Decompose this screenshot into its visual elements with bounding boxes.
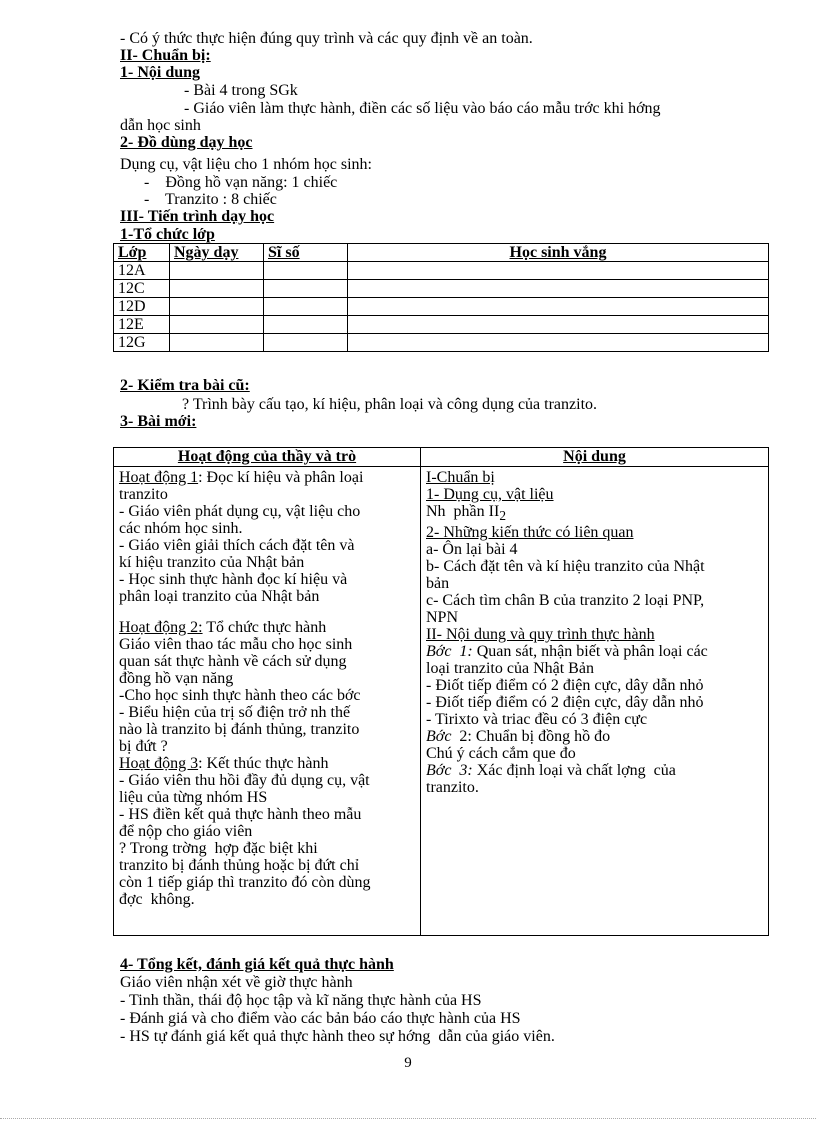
step-3-label: Bớc 3: — [426, 762, 473, 780]
activity-1-title: Hoạt động 1 — [119, 469, 199, 486]
section-3-heading: III- Tiến trình dạy học — [120, 208, 275, 225]
activities-table — [113, 447, 769, 936]
tools-intro: Dụng cụ, vật liệu cho 1 nhóm học sinh: — [120, 156, 372, 173]
content-text: tranzito. — [426, 779, 479, 797]
activity-text: các nhóm học sinh. — [119, 520, 243, 537]
activity-1-line — [119, 469, 415, 486]
content-heading-procedure: II- Nội dung và quy trình thực hành — [426, 626, 655, 644]
activity-text: - Giáo viên giải thích cách đặt tên và — [119, 537, 355, 554]
summary-line: - HS tự đánh giá kết quả thực hành theo sự hớng dẫn của giáo viên. — [120, 1028, 555, 1045]
activity-text: bị đứt ? — [119, 738, 168, 755]
activity-2-rest: Tổ chức thực hành — [202, 619, 327, 636]
activity-3-rest: : Kết thúc thực hành — [198, 755, 329, 772]
content-ref-line — [426, 503, 763, 524]
org-heading: 1-Tổ chức lớp — [120, 226, 215, 243]
col-activities: Hoạt động của thầy và trò — [114, 448, 421, 467]
summary-line: Giáo viên nhận xét về giờ thực hành — [120, 974, 353, 991]
content-text: Chú ý cách cắm que đo — [426, 745, 576, 763]
content-text: loại tranzito của Nhật Bản — [426, 660, 594, 678]
step-2-text: 2: Chuẩn bị đồng hồ đo — [451, 728, 611, 746]
tools-item-1: - Đồng hồ vạn năng: 1 chiếc — [144, 174, 338, 191]
content-text: - Điốt tiếp điểm có 2 điện cực, dây dẫn nhỏ — [426, 677, 704, 695]
check-heading: 2- Kiểm tra bài cũ: — [120, 377, 250, 394]
activity-3-title: Hoạt động 3 — [119, 755, 199, 772]
header-class: Lớp — [114, 244, 170, 262]
activity-text: quan sát thực hành về cách sử dụng — [119, 653, 347, 670]
activity-text: nào là tranzito bị đánh thủng, tranzito — [119, 721, 360, 738]
content-text: - Điốt tiếp điểm có 2 điện cực, dây dẫn nhỏ — [426, 694, 704, 712]
step-1-line — [426, 643, 763, 660]
activity-1-rest: : Đọc kí hiệu và phân loại — [198, 469, 364, 486]
content-text: bản — [426, 575, 450, 593]
activity-text: liệu của từng nhóm HS — [119, 789, 268, 806]
header-count: Sĩ số — [264, 244, 348, 262]
activity-2-title: Hoạt động 2: — [119, 619, 203, 636]
header-absent: Học sinh vắng — [348, 244, 769, 262]
activities-header-row — [114, 448, 769, 467]
class-cell: 12C — [114, 280, 170, 298]
content-text: a- Ôn lại bài 4 — [426, 541, 518, 559]
content-heading-prep: I-Chuẩn bị — [426, 469, 495, 486]
step-3-line — [426, 762, 763, 779]
step-2-line — [426, 728, 763, 745]
tools-heading: 2- Đồ dùng dạy học — [120, 134, 253, 151]
table-row — [114, 334, 769, 352]
content-item-2: - Giáo viên làm thực hành, điền các số liệu vào báo cáo mẫu trớc khi hớng — [184, 100, 661, 117]
activity-text: đồng hồ vạn năng — [119, 670, 234, 687]
activity-text: - Giáo viên phát dụng cụ, vật liệu cho — [119, 503, 361, 520]
activity-text: để nộp cho giáo viên — [119, 823, 253, 840]
table-row — [114, 262, 769, 280]
activity-text: đợc không. — [119, 891, 195, 908]
content-heading-tools: 1- Dụng cụ, vật liệu — [426, 486, 554, 503]
content-text: b- Cách đặt tên và kí hiệu tranzito của Nhật — [426, 558, 705, 576]
content-text: NPN — [426, 609, 459, 627]
activity-text: tranzito — [119, 486, 168, 503]
table-row — [114, 280, 769, 298]
content-cell — [421, 467, 769, 936]
activity-text: Giáo viên thao tác mẫu cho học sinh — [119, 636, 353, 653]
table-row — [114, 316, 769, 334]
summary-line: - Tinh thần, thái độ học tập và kĩ năng thực hành của HS — [120, 992, 482, 1009]
activity-text: - Giáo viên thu hồi đầy đủ dụng cụ, vật — [119, 772, 370, 789]
activity-text: tranzito bị đánh thủng hoặc bị đứt chỉ — [119, 857, 360, 874]
activity-text: kí hiệu tranzito của Nhật bản — [119, 554, 305, 571]
step-3-text: Xác định loại và chất lợng của — [472, 762, 676, 780]
intro-line: - Có ý thức thực hiện đúng quy trình và các quy định về an toàn. — [120, 30, 533, 47]
activity-text: - Biểu hiện của trị số điện trở nh thế — [119, 704, 351, 721]
step-2-label: Bớc — [426, 728, 452, 746]
activity-text: - HS điền kết quả thực hành theo mẫu — [119, 806, 362, 823]
header-date: Ngày dạy — [170, 244, 264, 262]
activity-2-line — [119, 619, 415, 636]
summary-line: - Đánh giá và cho điểm vào các bản báo cáo thực hành của HS — [120, 1010, 521, 1027]
table-row — [114, 298, 769, 316]
step-1-text: Quan sát, nhận biết và phân loại các — [472, 643, 708, 661]
content-item-1: - Bài 4 trong SGk — [184, 82, 298, 99]
content-text: c- Cách tìm chân B của tranzito 2 loại PNP, — [426, 592, 705, 610]
content-text: - Tirixto và triac đều có 3 điện cực — [426, 711, 648, 729]
class-cell: 12G — [114, 334, 170, 352]
content-item-wrap: dẫn học sinh — [120, 117, 201, 134]
tools-item-2: - Tranzito : 8 chiếc — [144, 191, 277, 208]
content-heading: 1- Nội dung — [120, 64, 201, 81]
activity-text: - Học sinh thực hành đọc kí hiệu và — [119, 571, 348, 588]
content-ref: Nh phần II — [426, 503, 500, 520]
class-attendance-table — [113, 243, 769, 352]
activities-cell — [114, 467, 421, 936]
new-lesson-heading: 3- Bài mới: — [120, 413, 197, 430]
page-number: 9 — [404, 1055, 412, 1071]
col-content: Nội dung — [421, 448, 769, 467]
class-cell: 12A — [114, 262, 170, 280]
content-heading-knowledge: 2- Những kiến thức có liên quan — [426, 524, 634, 542]
activities-row — [114, 467, 769, 936]
activity-text: phân loại tranzito của Nhật bản — [119, 588, 320, 605]
page-bottom-divider — [0, 1118, 816, 1119]
class-cell: 12D — [114, 298, 170, 316]
table-header-row — [114, 244, 769, 262]
class-cell: 12E — [114, 316, 170, 334]
step-1-label: Bớc 1: — [426, 643, 473, 661]
activity-text: còn 1 tiếp giáp thì tranzito đó còn dùng — [119, 874, 371, 891]
activity-text: -Cho học sinh thực hành theo các bớc — [119, 687, 361, 704]
section-4-heading: 4- Tổng kết, đánh giá kết quả thực hành — [120, 956, 394, 973]
check-question: ? Trình bày cấu tạo, kí hiệu, phân loại và công dụng của tranzito. — [182, 396, 598, 413]
activity-text: ? Trong trờng hợp đặc biệt khi — [119, 840, 318, 857]
content-ref-sub: 2 — [499, 508, 506, 524]
activity-3-line — [119, 755, 415, 772]
section-2-heading: II- Chuẩn bị: — [120, 47, 211, 64]
